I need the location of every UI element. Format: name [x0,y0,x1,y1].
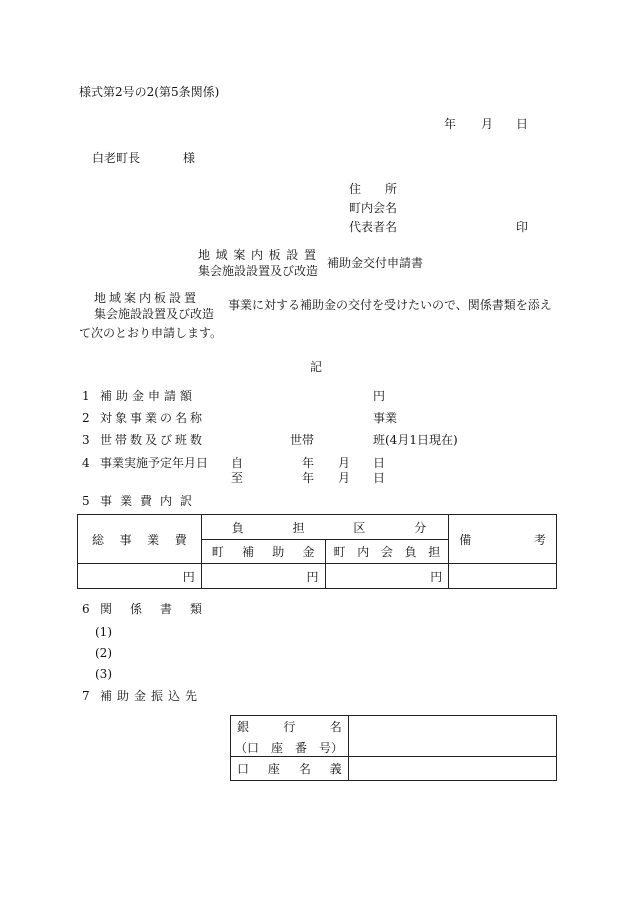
addressee-honorific: 様 [183,151,196,165]
to-label: 至 [231,471,244,485]
doc-sub-3: (3) [95,667,112,681]
from-month: 月 [338,456,351,470]
item-number: 4 [82,456,90,470]
bank-transfer-table [230,715,557,781]
title-line2: 集会施設設置及び改造 [198,264,319,278]
town-subsidy-cell: 円 [201,564,325,589]
item-label: 事業費内訳 [100,494,201,508]
title-line1: 地 域 案 内 板 設 置 [198,248,316,262]
total-cost-cell: 円 [78,564,202,589]
body-text1: 事業に対する補助金の交付を受けたいので、関係書類を添え [228,298,552,312]
body-stack2: 集会施設設置及び改造 [94,307,215,321]
to-month: 月 [338,471,351,485]
from-year: 年 [302,456,315,470]
item-number: 6 [82,602,90,616]
to-day: 日 [373,471,386,485]
seal-mark: 印 [516,220,529,234]
item-number: 2 [82,411,90,425]
cost-breakdown-table [77,514,557,589]
rep-label: 代表者名 [349,220,398,234]
association-burden-header: 町 内 会 負 担 [325,540,449,564]
doc-sub-1: (1) [95,625,112,639]
from-label: 自 [231,456,244,470]
ki-mark: 記 [310,360,323,374]
item-number: 3 [82,433,90,447]
remarks-cell [449,564,557,589]
date-day: 日 [516,117,529,131]
burden-header: 負 担 区 分 [201,515,449,540]
item-number: 5 [82,494,90,508]
total-cost-header: 総 事 業 費 [78,515,202,564]
from-day: 日 [373,456,386,470]
body-text2: て次のとおり申請します。 [79,326,223,340]
item-label: 補助金振込先 [100,689,203,703]
bank-name-cell [348,716,556,757]
item-value: 事業 [373,411,398,425]
to-year: 年 [302,471,315,485]
association-burden-cell: 円 [325,564,449,589]
town-subsidy-header: 町 補 助 金 [201,540,325,564]
form-number: 様式第2号の2(第5条関係) [79,85,220,99]
date-year: 年 [444,117,457,131]
item-number: 1 [82,389,90,403]
bank-name-label: 銀 行 名 （口 座 番 号） [231,716,349,757]
item-label: 関係書類 [100,602,221,616]
groups-unit: 班(4月1日現在) [373,433,458,447]
item-label: 対象事業の名称 [100,411,206,425]
item-label: 事業実施予定年月日 [100,456,209,470]
body-stack1: 地域案内板設置 [94,291,200,305]
item-label: 世帯数及び班数 [100,433,206,447]
addressee-name: 白老町長 [92,151,141,165]
org-label: 町内会名 [349,201,398,215]
item-label: 補助金申請額 [100,389,197,403]
item-number: 7 [82,689,90,703]
households-unit: 世帯 [290,433,315,447]
account-name-label: 口 座 名 義 [231,757,349,781]
title-suffix: 補助金交付申請書 [327,256,424,270]
date-month: 月 [481,117,494,131]
doc-sub-2: (2) [95,646,112,660]
remarks-header: 備 考 [449,515,557,564]
item-value: 円 [373,389,386,403]
address-label: 住 所 [349,182,398,196]
account-name-cell [348,757,556,781]
